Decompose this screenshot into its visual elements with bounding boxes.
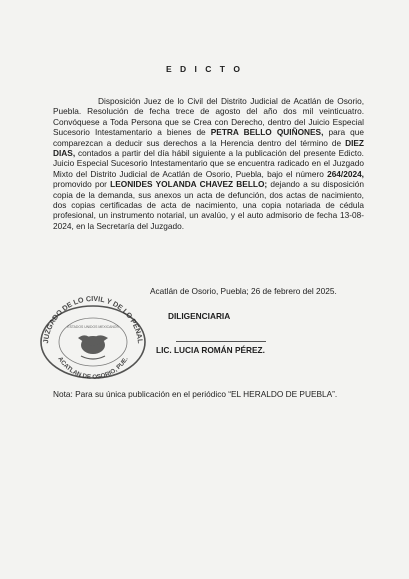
deceased-name: PETRA BELLO QUIÑONES, (210, 127, 324, 138)
document-title: E D I C T O (166, 64, 243, 74)
signature-line (176, 341, 266, 342)
eagle-emblem-icon (78, 335, 108, 359)
term-period: DIEZ DIAS, (53, 137, 364, 159)
body-text-5: dejando a su disposición copia de la demanda, sus anexos un acta de defunción, dos actas de nacimiento, dos copias certificadas de acta de nacimiento, una copia notariada de cédula profesional, un instrumento notarial, un avalúo, y el auto admisorio de fecha 13-08-2024, en la (53, 179, 364, 231)
seal-top-text: JUZGADO DE LO CIVIL Y DE LO PENAL (41, 293, 145, 344)
date-line: Acatlán de Osorio, Puebla; 26 de febrero del 2025. (150, 286, 337, 296)
case-number: 264/2024, (327, 168, 364, 179)
court-seal (34, 288, 152, 380)
publication-note: Nota: Para su única publicación en el periódico “EL HERALDO DE PUEBLA”. (53, 389, 338, 399)
seal-bottom-text: ACATLAN DE OSORIO, PUE. (56, 355, 130, 380)
diligenciaria-label: DILIGENCIARIA (168, 311, 231, 321)
body-text-1: Disposición Juez de lo Civil del Distrito Judicial de Acatlán de Osorio, Puebla. Resolución de fecha trece de agosto del año dos mil veinticuatro. Convóquese a Toda Persona que se Crea con Derecho, dentro del Juicio Especial Sucesorio Intestamentario a bienes de (53, 96, 364, 138)
seal-inner-text: ESTADOS UNIDOS MEXICANOS (67, 325, 119, 329)
body-text-4: promovido por (53, 179, 111, 190)
court-location: Secretaría del Juzgado. (96, 220, 185, 231)
body-text-3: contados a partir del día hábil siguiente a la publicación del presente Edicto. Juicio Especial Sucesorio Intestamentario que se encuentra radicado en el Juzgado Mixto del Distrito Judicial de Acatlán de Osorio, Puebla, bajo el número (53, 148, 364, 179)
promoter-name: LEONIDES YOLANDA CHAVEZ BELLO; (110, 179, 268, 190)
edicto-body (53, 96, 364, 231)
body-text-2: para que comparezcan a deducir sus derechos a la Herencia dentro del término de (53, 127, 364, 148)
signer-name: LIC. LUCIA ROMÁN PÉREZ. (156, 345, 265, 355)
